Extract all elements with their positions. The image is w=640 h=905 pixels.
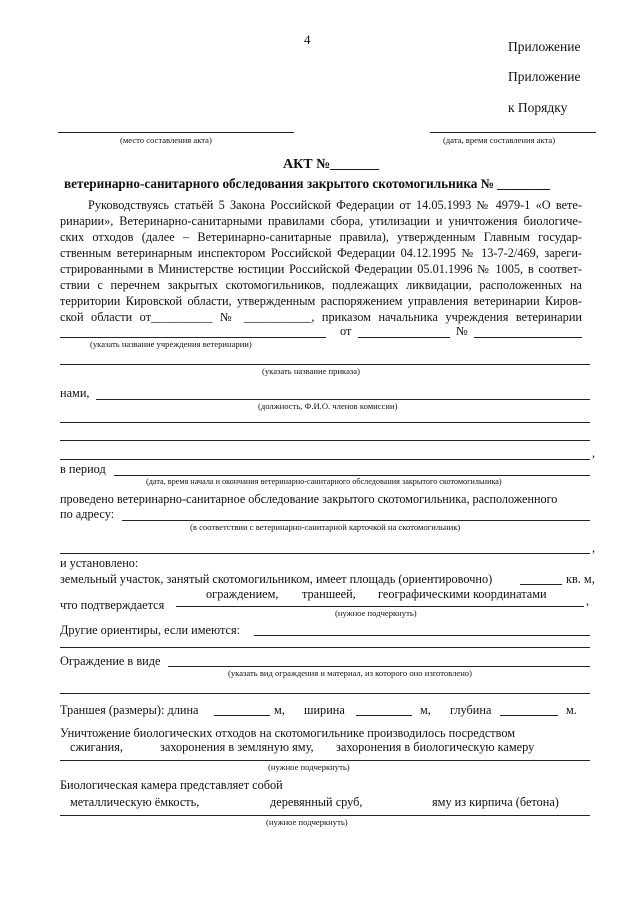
confirm-option-coordinates[interactable]: географическими координатами (378, 587, 547, 601)
appendix-line-3: к Порядку (508, 100, 568, 115)
destruction-option-burning[interactable]: сжигания, (70, 740, 123, 754)
destruction-underline-caption: (нужное подчеркнуть) (268, 762, 350, 772)
trench-depth-field[interactable] (500, 715, 558, 716)
trench-depth-unit: м. (566, 703, 577, 717)
appendix-line-1: Приложение (508, 39, 581, 54)
landmarks-field-2[interactable] (60, 647, 590, 648)
order-name-field[interactable] (60, 364, 590, 365)
address-label: по адресу: (60, 507, 115, 521)
fence-field[interactable] (168, 666, 590, 667)
members-field-2[interactable] (60, 422, 590, 423)
confirmed-field[interactable] (176, 606, 584, 607)
trench-length-field[interactable] (214, 715, 270, 716)
established-label: и установлено: (60, 556, 139, 570)
appendix-line-2: Приложение (508, 69, 581, 84)
address-field-2[interactable] (60, 553, 590, 554)
destruction-field[interactable] (60, 760, 590, 761)
intro-line-2: ринарии», Ветеринарно-санитарными правилами сбора, утилизации и уничтожения биологиче- (60, 214, 582, 228)
confirmed-comma: , (586, 594, 590, 608)
conducted-text: проведено ветеринарно-санитарное обследование закрытого скотомогильника, расположенного (60, 492, 558, 506)
address-comma: , (592, 541, 596, 555)
intro-line-4: ственным ветеринарным инспектором Российской Федерации 04.12.1995 № 13-7-2/469, зареги- (60, 246, 582, 260)
area-text: земельный участок, занятый скотомогильником, имеет площадь (ориентировочно) (60, 572, 493, 586)
chamber-option-brick[interactable]: яму из кирпича (бетона) (432, 795, 559, 809)
number-label: № (456, 324, 468, 338)
trench-width-field[interactable] (356, 715, 412, 716)
intro-line-7: территории Кировской области, утвержденным распоряжением управления ветеринарии Киров- (60, 294, 582, 308)
address-field[interactable] (122, 520, 590, 521)
page-number: 4 (304, 32, 311, 47)
chamber-field[interactable] (60, 815, 590, 816)
period-label: в период (60, 462, 106, 476)
chamber-option-wood[interactable]: деревянный сруб, (270, 795, 363, 809)
place-field[interactable] (58, 132, 294, 133)
address-caption: (в соответствии с ветеринарно-санитарной карточкой на скотомогильник) (190, 522, 461, 532)
confirmed-label: что подтверждается (60, 598, 165, 612)
order-number-field[interactable] (474, 337, 582, 338)
chamber-text: Биологическая камера представляет собой (60, 778, 283, 792)
trench-label: Траншея (размеры): длина (60, 703, 199, 717)
members-field-3[interactable] (60, 440, 590, 441)
from-label: от (340, 324, 352, 338)
trench-width-unit: м, (420, 703, 431, 717)
members-caption: (должность, Ф.И.О. членов комиссии) (258, 401, 398, 411)
fence-caption: (указать вид ограждения и материал, из которого оно изготовлено) (228, 668, 472, 678)
fence-label: Ограждение в виде (60, 654, 161, 668)
period-field[interactable] (114, 475, 590, 476)
order-caption: (указать название приказа) (262, 366, 360, 376)
destruction-option-chamber[interactable]: захоронения в биологическую камеру (336, 740, 535, 754)
area-unit: кв. м, (566, 572, 595, 586)
members-field-4[interactable] (60, 459, 590, 460)
institution-caption: (указать название учреждения ветеринарии) (90, 339, 252, 349)
act-title: АКТ №_______ (283, 157, 380, 172)
date-field[interactable] (430, 132, 596, 133)
by-us-label: нами, (60, 386, 90, 400)
order-date-field[interactable] (358, 337, 450, 338)
confirm-option-fence[interactable]: ограждением, (206, 587, 279, 601)
confirm-option-trench[interactable]: траншеей, (302, 587, 356, 601)
place-caption: (место составления акта) (120, 135, 212, 145)
intro-line-5: стрированными в Министерстве юстиции Российской Федерации 05.01.1996 № 1005, в соответ- (60, 262, 582, 276)
members-field-1[interactable] (96, 399, 590, 400)
trench-depth-label: глубина (450, 703, 492, 717)
trench-width-label: ширина (304, 703, 345, 717)
chamber-underline-caption: (нужное подчеркнуть) (266, 817, 348, 827)
destruction-option-pit[interactable]: захоронения в земляную яму, (160, 740, 314, 754)
destruction-text: Уничтожение биологических отходов на скотомогильнике производилось посредством (60, 726, 516, 740)
date-caption: (дата, время составления акта) (443, 135, 556, 145)
confirm-underline-caption: (нужное подчеркнуть) (335, 608, 417, 618)
act-subtitle: ветеринарно-санитарного обследования закрытого скотомогильника № ________ (64, 176, 550, 191)
area-field[interactable] (520, 584, 562, 585)
trench-length-unit: м, (274, 703, 285, 717)
fence-field-2[interactable] (60, 693, 590, 694)
members-comma: , (592, 446, 596, 460)
period-caption: (дата, время начала и окончания ветеринарно-санитарного обследования закрытого скотомогильника) (146, 477, 502, 486)
institution-field[interactable] (60, 337, 326, 338)
landmarks-label: Другие ориентиры, если имеются: (60, 623, 241, 637)
intro-line-3: ских отходов (далее – Ветеринарно-санитарные правила), утвержденным Главным государ- (60, 230, 582, 244)
landmarks-field[interactable] (254, 635, 590, 636)
intro-line-8: ской области от__________ № ___________, приказом начальника учреждения ветеринарии (60, 310, 582, 324)
intro-line-6: ствии с перечнем закрытых скотомогильников, подлежащих ликвидации, расположенных на (60, 278, 582, 292)
chamber-option-metal[interactable]: металлическую ёмкость, (70, 795, 200, 809)
intro-line-1: Руководствуясь статьёй 5 Закона Российской Федерации от 14.05.1993 № 4979-1 «О вете- (88, 198, 582, 212)
